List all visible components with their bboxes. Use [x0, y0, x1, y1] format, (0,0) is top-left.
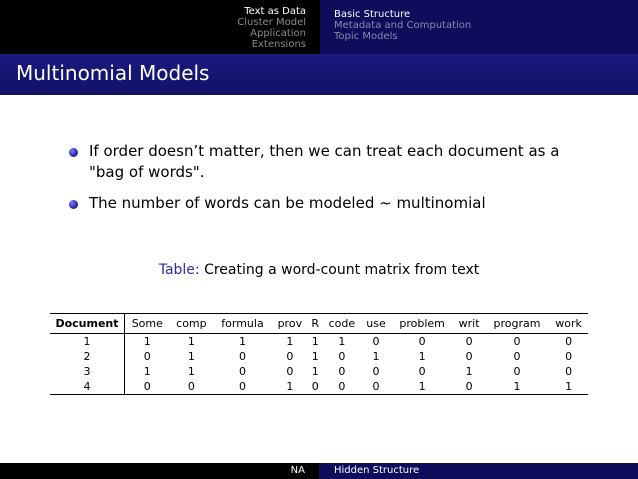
table-cell: 0 — [187, 380, 195, 393]
nav-subsection-metadata-computation[interactable]: Metadata and Computation — [334, 20, 472, 31]
subsection-nav — [320, 0, 638, 54]
column-header: Some — [131, 317, 163, 330]
table-cell: 0 — [513, 350, 521, 363]
table-row — [50, 349, 588, 364]
table-row — [50, 379, 588, 395]
table-cell: 0 — [418, 365, 426, 378]
nav-section-application[interactable]: Application — [250, 28, 306, 39]
table-cell: 0 — [513, 365, 521, 378]
caption-text: Creating a word-count matrix from text — [204, 262, 480, 278]
bullet-text: If order doesn’t matter, then we can treat each document as a "bag of words". — [89, 142, 560, 181]
table-cell: 0 — [465, 335, 473, 348]
frame-title: Multinomial Models — [16, 61, 210, 85]
bullet-list — [68, 141, 598, 224]
column-header: prov — [277, 317, 303, 330]
table-cell: 0 — [465, 380, 473, 393]
nav-subsection-topic-models[interactable]: Topic Models — [334, 31, 398, 42]
table-cell: 0 — [418, 335, 426, 348]
nav-section-text-as-data[interactable]: Text as Data — [244, 6, 306, 17]
column-header: comp — [176, 317, 207, 330]
table-cell: 1 — [187, 365, 195, 378]
table-cell: 0 — [286, 365, 294, 378]
table-cell: 0 — [372, 335, 380, 348]
table-cell: 0 — [239, 365, 246, 378]
table-cell: 0 — [239, 380, 246, 393]
table-cell-document: 1 — [50, 334, 125, 350]
bullet-icon — [69, 148, 78, 157]
table-cell: 0 — [565, 365, 573, 378]
table-cell: 0 — [565, 350, 573, 363]
table-header-row — [50, 314, 588, 334]
table-row — [50, 334, 588, 350]
table-cell: 1 — [143, 365, 151, 378]
column-header: writ — [458, 317, 480, 330]
table-cell: 0 — [239, 350, 246, 363]
table-cell: 1 — [465, 365, 473, 378]
table-cell: 1 — [513, 380, 521, 393]
table-cell: 0 — [372, 380, 380, 393]
column-header: use — [366, 317, 386, 330]
nav-subsection-basic-structure[interactable]: Basic Structure — [334, 9, 411, 20]
table-cell: 1 — [286, 335, 294, 348]
table-cell: 0 — [338, 380, 346, 393]
table-cell: 1 — [239, 335, 246, 348]
footer-author: NA — [290, 465, 305, 476]
table-caption — [0, 262, 638, 278]
section-nav — [0, 0, 320, 54]
table-cell: 1 — [286, 380, 294, 393]
table-cell: 1 — [372, 350, 380, 363]
column-header: work — [555, 317, 582, 330]
table-row — [50, 364, 588, 379]
nav-section-cluster-model[interactable]: Cluster Model — [237, 17, 306, 28]
caption-label: Table: — [158, 262, 200, 278]
footer-title-panel — [319, 463, 638, 479]
footer-title: Hidden Structure — [334, 465, 420, 476]
bullet-icon — [69, 200, 78, 209]
footer-author-panel — [0, 463, 319, 479]
table-cell: 0 — [372, 365, 380, 378]
table-cell: 0 — [286, 350, 294, 363]
table-cell: 1 — [311, 335, 319, 348]
table-cell: 0 — [465, 350, 473, 363]
column-header-document: Document — [50, 314, 125, 334]
header-navigation — [0, 0, 638, 54]
table-cell: 0 — [513, 335, 521, 348]
frame-title-bar — [0, 54, 638, 95]
footer-bar — [0, 463, 638, 479]
table-cell: 1 — [311, 350, 319, 363]
column-header: code — [328, 317, 356, 330]
table-cell: 1 — [187, 350, 195, 363]
table-cell: 0 — [311, 380, 319, 393]
table-cell: 0 — [338, 350, 346, 363]
table-cell-document: 4 — [50, 379, 125, 395]
table-cell: 0 — [338, 365, 346, 378]
column-header: formula — [221, 317, 264, 330]
table-cell: 1 — [338, 335, 346, 348]
table-cell: 1 — [311, 365, 319, 378]
table-cell: 1 — [418, 380, 426, 393]
table-cell: 0 — [565, 335, 573, 348]
table-cell: 1 — [187, 335, 195, 348]
column-header: program — [493, 317, 541, 330]
table-cell-document: 3 — [50, 364, 125, 379]
table-cell: 0 — [143, 350, 151, 363]
table-cell-document: 2 — [50, 349, 125, 364]
table-cell: 1 — [565, 380, 573, 393]
word-count-table — [50, 313, 588, 395]
table-cell: 0 — [143, 380, 151, 393]
nav-section-extensions[interactable]: Extensions — [251, 39, 306, 50]
bullet-item — [68, 141, 598, 183]
table-cell: 1 — [143, 335, 151, 348]
bullet-text: The number of words can be modeled ∼ multinomial — [89, 194, 486, 212]
table-cell: 1 — [418, 350, 426, 363]
column-header: R — [311, 317, 320, 330]
column-header: problem — [399, 317, 445, 330]
bullet-item — [68, 193, 598, 214]
